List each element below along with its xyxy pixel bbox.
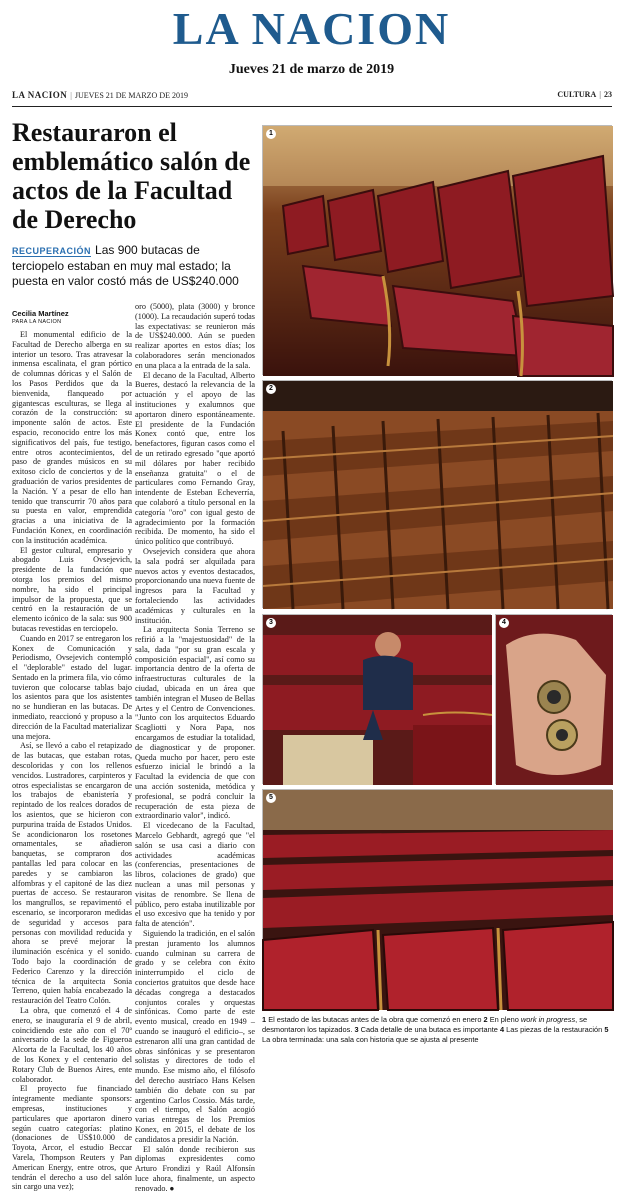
seats-before-image bbox=[263, 126, 613, 376]
photo-restored-auditorium bbox=[262, 789, 612, 1009]
photo-frames-without-upholstery bbox=[262, 380, 612, 608]
caption-number: 1 bbox=[262, 1015, 267, 1024]
paragraph: Cuando en 2017 se entregaron los Konex de Comunicación y Periodismo, Ovsejevich contempló el "deplorable" estado del lugar. Sentado en la primera fila, vio cómo tuvieron que colocarse tablas bajo los asientos para que los asistentes no se hundieran en las butacas. De inmediato, reaccionó y propuso a la dirección de la Facultad materializar una mejora. bbox=[12, 633, 132, 741]
running-head-paper: LA NACION bbox=[12, 90, 68, 100]
byline bbox=[12, 309, 132, 327]
caption-number: 2 bbox=[483, 1015, 488, 1024]
paragraph: La arquitecta Sonia Terreno se refirió a la "majestuosidad" de la sala, dada "por su gran escala y composición espacial", así como su importancia dentro de la oferta de infraestructuras culturales de la ciudad, ubicada en un área que también integran el Museo de Bellas Artes y el Centro de Convenciones. "Junto con los arquitectos Eduardo Scagliotti y Nora Papa, nos encargamos de estudiar la totalidad, de diagnosticar y de proponer. Queda mucho por hacer, pero este esfuerzo inicial le brindó a la Facultad la evidencia de que con una acción sostenida, metódica y profesional, se podrá concluir la recuperación de esta pieza de extraordinario valor", indicó. bbox=[135, 625, 255, 821]
caption-text: La obra terminada: una sala con historia que se ajusta al presente bbox=[262, 1035, 479, 1044]
caption-number: 4 bbox=[499, 1025, 505, 1034]
section-name: CULTURA bbox=[557, 90, 597, 99]
paragraph: Ovsejevich considera que ahora la sala podrá ser alquilada para nuevos actos y eventos destacados, proporcionando una nueva fuente de ingresos para la Facultad y fortaleciendo las actividades académicas y culturales en la institución. bbox=[135, 546, 255, 625]
paragraph: El gestor cultural, empresario y abogado Luis Ovsejevich, presidente de la fundación que otorga los premios del mismo nombre, ha sido el principal impulsor de la propuesta, que se centró en la restauración de un elemento icónico de la sala: sus 900 butacas revestidas en terciopelo. bbox=[12, 545, 132, 633]
caption-number: 5 bbox=[604, 1025, 609, 1034]
hand-pieces-image bbox=[496, 615, 613, 785]
paragraph: Siguiendo la tradición, en el salón prestan juramento los alumnos cuando culminan su carrera de grado y se celebra con éxito ininterrumpido el ciclo de conciertos gratuitos que desde hace décadas congrega a destacados conjuntos corales y orquestas sinfónicas. Como parte de este evento musical, creado en 1949 –cuando se inauguró el edificio–, se estrenaron allí una gran cantidad de obras sinfónicas y se presentaron solistas y directores de todo el mundo. Ese mismo año, el filósofo del derecho austríaco Hans Kelsen también dio debate con su par argentino Carlos Cossio. Más tarde, con el tiempo, el Salón acogió varias entregas de los Premios Konex, en 2015, el debate de los candidatos a presidir la Nación. bbox=[135, 929, 255, 1144]
caption-number: 3 bbox=[354, 1025, 359, 1034]
newspaper-masthead: LA NACION bbox=[172, 3, 451, 54]
paragraph: El salón donde recibieron sus diplomas expresidentes como Arturo Frondizi y Raúl Alfonsín luce ahora, finalmente, un aspecto renovado. ● bbox=[135, 1144, 255, 1193]
caption-text: , se desmontaron los tapizados. bbox=[262, 1015, 588, 1034]
photo-number: 4 bbox=[499, 618, 509, 628]
worker-image bbox=[263, 615, 492, 785]
running-head-date: JUEVES 21 DE MARZO DE 2019 bbox=[74, 91, 188, 100]
photo-number: 5 bbox=[266, 793, 276, 803]
author-name: Cecilia Martínez bbox=[12, 309, 69, 318]
kicker-label: RECUPERACIÓN bbox=[12, 246, 92, 256]
article-headline: Restauraron el emblemático salón de actos de la Facultad de Derecho bbox=[12, 118, 251, 234]
running-head-section: CULTURA | 23 bbox=[557, 90, 612, 99]
paragraph: El monumental edificio de la Facultad de Derecho alberga en su interior un tesoro. Tras atravesar la inmensa escalinata, el gran pórtico de columnas dóricas y el Salón de los Pasos Perdidos que da la bienvenida, flanqueado por gigantescas esculturas, se llega al corazón de la construcción: su imponente salón de actos. Este espacio, reconocido entre los más significativos del país, fue testigo, entre otros acontecimientos, del paso de grandes músicos en su exitoso ciclo de conciertos y de la graduación de varios presidentes de la Nación. Y a pesar de ello han tenido que transcurrir 70 años para su puesta en valor, emprendida gracias a una iniciativa de la Fundación Konex, en coordinación con la institución académica. bbox=[12, 330, 132, 545]
photo-seats-before bbox=[262, 125, 612, 375]
author-affiliation: PARA LA NACION bbox=[12, 319, 62, 325]
paragraph: El vicedecano de la Facultad, Marcelo Gebhardt, agregó que "el salón se usa casi a diario con actividades académicas (conferencias, presentaciones de libros, colaciones de grado) que nuclean a unas mil personas y visitas de renombre. Se llena de público, pero estaba inutilizable por el uso excesivo que ha tenido y por falta de atención". bbox=[135, 821, 255, 929]
paragraph: El proyecto fue financiado íntegramente mediante sponsors: empresas, instituciones y particulares que aportaron dinero según cuatro categorías: platino (donaciones de US$10.000 de Toyota, Arcor, el estudio Beccar Varela, Thompson Reuters y Pan American Energy, entre otros, que tendrán el derecho a uso del salón sin cargo una vez); bbox=[12, 1084, 132, 1192]
body-column-2 bbox=[135, 302, 255, 1193]
masthead-date: Jueves 21 de marzo de 2019 bbox=[228, 62, 395, 77]
deck-text: Las 900 butacas de terciopelo estaban en muy mal estado; la puesta en valor costó más de US$240.000 bbox=[12, 243, 239, 288]
photo-caption bbox=[262, 1015, 612, 1045]
restored-hall-image bbox=[263, 790, 613, 1010]
caption-text: El estado de las butacas antes de la obra que comenzó en enero bbox=[268, 1015, 482, 1024]
paragraph: Así, se llevó a cabo el retapizado de las butacas, que estaban rotas, descoloridas y con los rellenos vencidos. Lustradores, carpinteros y otros especialistas se encargaron de los trabajos de ebanistería y repintado de los realces dorados de los asientos, que se hicieron con purpurina traída de Estados Unidos. Se acondicionaron los rosetones ornamentales, se añadieron banquetas, se compraron dos pantallas led para colocar en las paredes y se cambiaron las alfombras y el capitoné de las diez puertas de acceso. Se restauraron los mangrullos, se repavimentó el escenario, se incorporaron medidas de seguridad y accesos para personas con movilidad reducida y ahora se prevé mejorar la iluminación escénica y el sonido. Todo bajo la coordinación de Federico Carenzo y la dirección técnica de la arquitecta Sonia Terreno, quien había encabezado la restauración del Teatro Colón. bbox=[12, 741, 132, 1006]
running-head: LA NACION | JUEVES 21 DE MARZO DE 2019 CULTURA | 23 bbox=[12, 90, 612, 100]
paragraph: La obra, que comenzó el 4 de enero, se inauguraría el 9 de abril, coincidiendo este año con el 70º aniversario de la sede de Figueroa Alcorta de la Facultad, los 40 años de los Konex y el centenario del Rotary Club de Buenos Aires, ente colaborador. bbox=[12, 1005, 132, 1084]
caption-text: En pleno bbox=[489, 1015, 521, 1024]
photo-worker-restoring bbox=[262, 614, 491, 784]
paragraph: oro (5000), plata (3000) y bronce (1000). La recaudación superó todas las expectativas: se reunieron más de US$240.000. Aún se pueden realizar aportes en estos días; los colaboradores serán mencionados en una placa a la entrada de la sala. bbox=[135, 302, 255, 370]
photo-number: 2 bbox=[266, 384, 276, 394]
photo-restoration-pieces bbox=[495, 614, 612, 784]
caption-emphasis: work in progress bbox=[520, 1015, 576, 1024]
photo-number: 3 bbox=[266, 618, 276, 628]
article-deck bbox=[12, 243, 252, 289]
paragraph: El decano de la Facultad, Alberto Bueres, destacó la relevancia de la actuación y el apoyo de las instituciones y exalumnos que aportaron dinero espontáneamente. El presidente de la Fundación Konex contó que, entre los benefactores, figuran casos como el de un retirado egresado "que aportó mil dólares por haber recibido enseñanza gratuita" o el de particulares como Fernando Gray, intendente de Esteban Echeverría, que colaboró a título personal en la categoría "oro" con igual gesto de agradecimiento por la formación recibida. De momento, ha sido el único político que contribuyó. bbox=[135, 370, 255, 547]
frames-image bbox=[263, 381, 613, 609]
header-rule bbox=[12, 106, 612, 107]
photo-number: 1 bbox=[266, 129, 276, 139]
body-column-1 bbox=[12, 330, 132, 1192]
caption-text: Cada detalle de una butaca es importante bbox=[360, 1025, 498, 1034]
page-number: 23 bbox=[604, 90, 612, 99]
caption-text: Las piezas de la restauración bbox=[506, 1025, 603, 1034]
